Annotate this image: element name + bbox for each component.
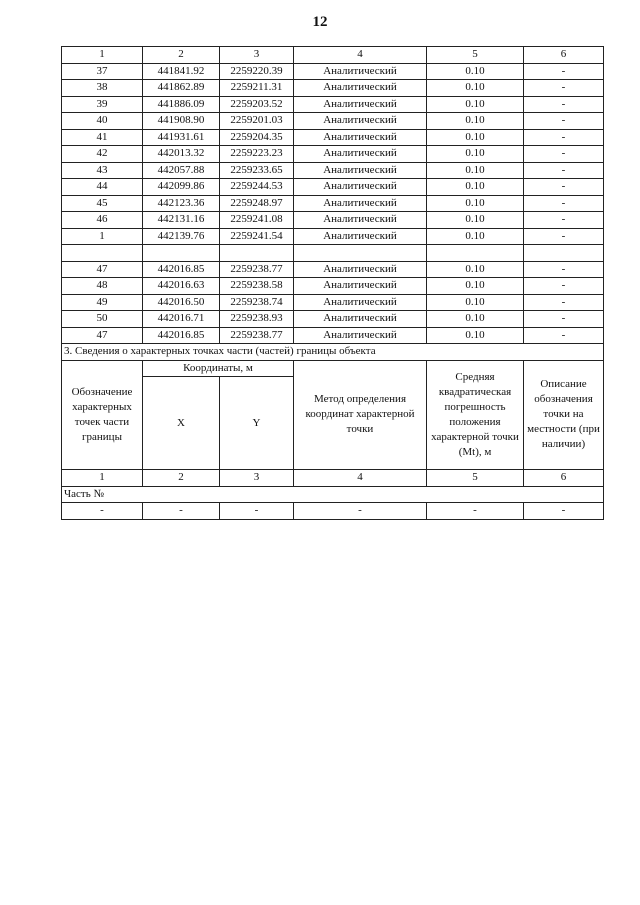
section3-index-row bbox=[62, 470, 604, 487]
table-cell: 0.10 bbox=[427, 294, 524, 311]
table-cell: - bbox=[524, 327, 604, 344]
table-cell: 41 bbox=[62, 129, 143, 146]
section3-index-4: 4 bbox=[294, 470, 427, 487]
table-row bbox=[62, 212, 604, 229]
table-cell: Аналитический bbox=[294, 80, 427, 97]
table-cell: 2259244.53 bbox=[220, 179, 294, 196]
section3-header-row-1 bbox=[62, 360, 604, 377]
table-cell: 0.10 bbox=[427, 228, 524, 245]
table-cell: 50 bbox=[62, 311, 143, 328]
table-cell: 442013.32 bbox=[143, 146, 220, 163]
header-description: Описание обозначения точки на местности (при наличии) bbox=[524, 360, 604, 470]
table-cell: 0.10 bbox=[427, 179, 524, 196]
table-cell: 43 bbox=[62, 162, 143, 179]
table-cell: 442016.63 bbox=[143, 278, 220, 295]
table-cell: 442016.50 bbox=[143, 294, 220, 311]
table-cell: 2259238.93 bbox=[220, 311, 294, 328]
section3-title-row bbox=[62, 344, 604, 361]
table-cell: Аналитический bbox=[294, 63, 427, 80]
table-cell: 442016.85 bbox=[143, 261, 220, 278]
col-index-6: 6 bbox=[524, 47, 604, 64]
table-cell: 0.10 bbox=[427, 311, 524, 328]
table-cell: 49 bbox=[62, 294, 143, 311]
table-cell: 46 bbox=[62, 212, 143, 229]
table-cell: 48 bbox=[62, 278, 143, 295]
table-cell: 442016.85 bbox=[143, 327, 220, 344]
table-cell: - bbox=[524, 179, 604, 196]
table-cell: - bbox=[524, 212, 604, 229]
table-cell: Аналитический bbox=[294, 179, 427, 196]
table-cell: Аналитический bbox=[294, 96, 427, 113]
table-cell: 0.10 bbox=[427, 327, 524, 344]
table-cell: 2259238.58 bbox=[220, 278, 294, 295]
table-row bbox=[62, 195, 604, 212]
table-cell: 441862.89 bbox=[143, 80, 220, 97]
table-cell: 0.10 bbox=[427, 129, 524, 146]
table-cell: 0.10 bbox=[427, 113, 524, 130]
table-cell: - bbox=[524, 261, 604, 278]
table-cell: 441908.90 bbox=[143, 113, 220, 130]
empty-cell-1: - bbox=[62, 503, 143, 520]
table-cell: Аналитический bbox=[294, 146, 427, 163]
empty-cell-3: - bbox=[220, 503, 294, 520]
table-cell: 2259201.03 bbox=[220, 113, 294, 130]
table-cell: 0.10 bbox=[427, 96, 524, 113]
header-method: Метод определения координат характерной точки bbox=[294, 360, 427, 470]
table-cell: 37 bbox=[62, 63, 143, 80]
col-index-3: 3 bbox=[220, 47, 294, 64]
section3-index-1: 1 bbox=[62, 470, 143, 487]
part-label: Часть № bbox=[62, 486, 604, 503]
section3-index-3: 3 bbox=[220, 470, 294, 487]
points-table bbox=[61, 46, 604, 520]
table-cell: 2259238.77 bbox=[220, 261, 294, 278]
table-cell: - bbox=[524, 146, 604, 163]
table-cell: - bbox=[524, 228, 604, 245]
table-cell: 45 bbox=[62, 195, 143, 212]
part-label-row bbox=[62, 486, 604, 503]
table-cell: 0.10 bbox=[427, 80, 524, 97]
table-cell: 2259238.77 bbox=[220, 327, 294, 344]
table-row bbox=[62, 80, 604, 97]
table-cell: Аналитический bbox=[294, 278, 427, 295]
table-cell: Аналитический bbox=[294, 228, 427, 245]
header-x: X bbox=[143, 377, 220, 470]
table-row bbox=[62, 228, 604, 245]
table-row bbox=[62, 327, 604, 344]
table-cell: Аналитический bbox=[294, 195, 427, 212]
table-cell: 0.10 bbox=[427, 278, 524, 295]
empty-cell-2: - bbox=[143, 503, 220, 520]
table-row bbox=[62, 113, 604, 130]
table-cell: - bbox=[524, 63, 604, 80]
table-cell: 38 bbox=[62, 80, 143, 97]
empty-cell-5: - bbox=[427, 503, 524, 520]
section3-index-2: 2 bbox=[143, 470, 220, 487]
empty-data-row bbox=[62, 503, 604, 520]
table-row bbox=[62, 129, 604, 146]
header-y: Y bbox=[220, 377, 294, 470]
table-cell: 1 bbox=[62, 228, 143, 245]
header-designation: Обозначение характерных точек части границы bbox=[62, 360, 143, 470]
table-cell: 47 bbox=[62, 261, 143, 278]
table-cell: 442131.16 bbox=[143, 212, 220, 229]
empty-cell-6: - bbox=[524, 503, 604, 520]
table-cell: - bbox=[524, 80, 604, 97]
table-row bbox=[62, 96, 604, 113]
table-cell: 2259238.74 bbox=[220, 294, 294, 311]
empty-cell-4: - bbox=[294, 503, 427, 520]
table-cell: 0.10 bbox=[427, 63, 524, 80]
table-cell: 0.10 bbox=[427, 146, 524, 163]
table-cell: 2259203.52 bbox=[220, 96, 294, 113]
contour-separator-row bbox=[62, 245, 604, 262]
table-row bbox=[62, 146, 604, 163]
table-cell: 2259223.23 bbox=[220, 146, 294, 163]
table-cell: - bbox=[524, 96, 604, 113]
table-cell: Аналитический bbox=[294, 212, 427, 229]
table-cell: - bbox=[524, 278, 604, 295]
col-index-5: 5 bbox=[427, 47, 524, 64]
table-cell: 442099.86 bbox=[143, 179, 220, 196]
col-index-4: 4 bbox=[294, 47, 427, 64]
table-cell: 442123.36 bbox=[143, 195, 220, 212]
table-cell: - bbox=[524, 113, 604, 130]
table-cell: 40 bbox=[62, 113, 143, 130]
table-cell: Аналитический bbox=[294, 311, 427, 328]
table-row bbox=[62, 162, 604, 179]
section3-title: 3. Сведения о характерных точках части (частей) границы объекта bbox=[62, 344, 604, 361]
table-cell: 42 bbox=[62, 146, 143, 163]
table-cell: Аналитический bbox=[294, 129, 427, 146]
table-cell: - bbox=[524, 129, 604, 146]
table-cell: Аналитический bbox=[294, 294, 427, 311]
table-row bbox=[62, 179, 604, 196]
page-number: 12 bbox=[312, 14, 328, 30]
table-cell: Аналитический bbox=[294, 261, 427, 278]
table-cell: Аналитический bbox=[294, 162, 427, 179]
table-cell: 441931.61 bbox=[143, 129, 220, 146]
section3-index-5: 5 bbox=[427, 470, 524, 487]
table-cell: - bbox=[524, 195, 604, 212]
table-cell: 441841.92 bbox=[143, 63, 220, 80]
table-cell: 2259241.08 bbox=[220, 212, 294, 229]
table-cell: Аналитический bbox=[294, 327, 427, 344]
col-index-2: 2 bbox=[143, 47, 220, 64]
table-cell: 442016.71 bbox=[143, 311, 220, 328]
table-cell: 47 bbox=[62, 327, 143, 344]
table-row bbox=[62, 63, 604, 80]
table-cell: 2259211.31 bbox=[220, 80, 294, 97]
table-row bbox=[62, 311, 604, 328]
table-cell: 441886.09 bbox=[143, 96, 220, 113]
header-error: Средняя квадратическая погрешность положения характерной точки (Mt), м bbox=[427, 360, 524, 470]
col-index-1: 1 bbox=[62, 47, 143, 64]
header-coordinates: Координаты, м bbox=[143, 360, 294, 377]
table-cell: 0.10 bbox=[427, 261, 524, 278]
table-cell: Аналитический bbox=[294, 113, 427, 130]
table-cell: - bbox=[524, 311, 604, 328]
section3-index-6: 6 bbox=[524, 470, 604, 487]
table-cell: 44 bbox=[62, 179, 143, 196]
table-row bbox=[62, 261, 604, 278]
table-cell: 39 bbox=[62, 96, 143, 113]
table-cell: 442139.76 bbox=[143, 228, 220, 245]
table-cell: 2259248.97 bbox=[220, 195, 294, 212]
column-index-row bbox=[62, 47, 604, 64]
table-cell: 0.10 bbox=[427, 212, 524, 229]
table-cell: 442057.88 bbox=[143, 162, 220, 179]
table-cell: - bbox=[524, 294, 604, 311]
table-cell: 2259204.35 bbox=[220, 129, 294, 146]
table-cell: 2259241.54 bbox=[220, 228, 294, 245]
table-cell: 0.10 bbox=[427, 162, 524, 179]
table-cell: 0.10 bbox=[427, 195, 524, 212]
table-cell: 2259220.39 bbox=[220, 63, 294, 80]
table-row bbox=[62, 278, 604, 295]
table-cell: 2259233.65 bbox=[220, 162, 294, 179]
table-row bbox=[62, 294, 604, 311]
table-cell: - bbox=[524, 162, 604, 179]
